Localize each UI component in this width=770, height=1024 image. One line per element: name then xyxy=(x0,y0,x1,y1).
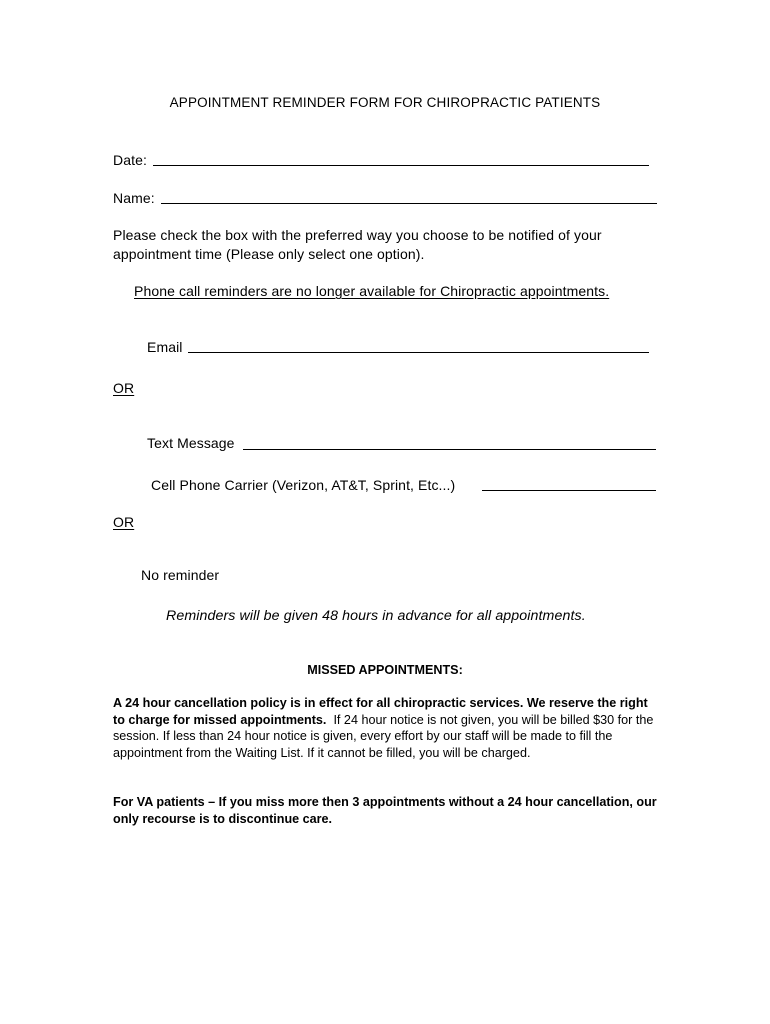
or-divider-2: OR xyxy=(113,514,135,530)
text-message-label: Text Message xyxy=(147,435,235,451)
carrier-label: Cell Phone Carrier (Verizon, AT&T, Sprint, Etc...) xyxy=(151,477,456,493)
policy-regular-text: If 24 hour notice is not given, you will be billed $30 for the session. If less than 24 hour notice is given, every effort by our staff will be made to fill the appointment from the Waiting List. If it cannot be filled, you will be charged. xyxy=(113,712,654,760)
phone-notice: Phone call reminders are no longer available for Chiropractic appointments. xyxy=(134,283,610,299)
date-label: Date: xyxy=(113,152,147,168)
name-field-line[interactable] xyxy=(161,203,657,204)
carrier-field-line[interactable] xyxy=(482,490,656,491)
instructions-line-2: appointment time (Please only select one option). xyxy=(113,246,425,262)
missed-appointments-heading: MISSED APPOINTMENTS: xyxy=(307,663,463,677)
form-title: APPOINTMENT REMINDER FORM FOR CHIROPRACTIC PATIENTS xyxy=(169,95,601,110)
date-field-line[interactable] xyxy=(153,165,649,166)
text-message-field-line[interactable] xyxy=(243,449,656,450)
email-label: Email xyxy=(147,339,183,355)
name-label: Name: xyxy=(113,190,155,206)
policy-bold-text: A 24 hour cancellation policy is in effect for all chiropractic services. We reserve the right to charge for missed appointments. xyxy=(113,696,648,727)
instructions-line-1: Please check the box with the preferred way you choose to be notified of your xyxy=(113,227,602,243)
va-patients-notice: For VA patients – If you miss more then 3 appointments without a 24 hour cancellation, our only recourse is to discontinue care. xyxy=(113,795,657,826)
or-divider-1: OR xyxy=(113,380,135,396)
cancellation-policy-paragraph xyxy=(113,695,658,761)
email-field-line[interactable] xyxy=(188,352,649,353)
reminder-notice: Reminders will be given 48 hours in advance for all appointments. xyxy=(166,608,586,624)
no-reminder-label[interactable]: No reminder xyxy=(141,567,220,583)
